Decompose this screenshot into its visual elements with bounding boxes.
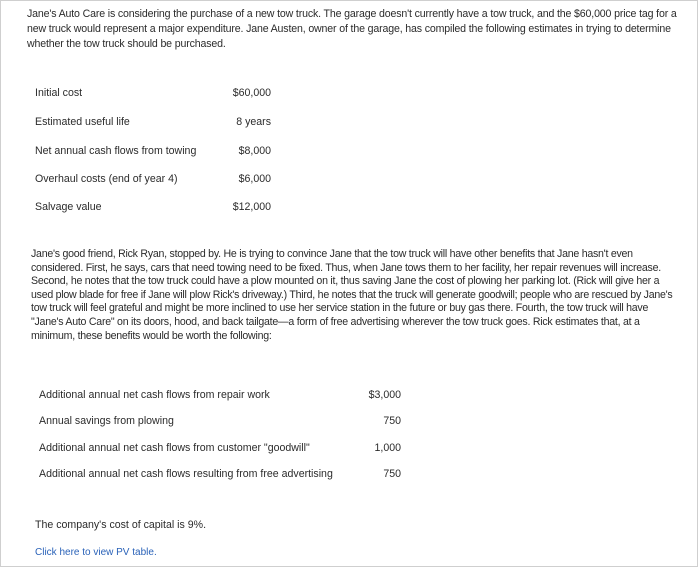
benefit-row: [39, 468, 405, 484]
estimate-row: [35, 201, 275, 217]
benefit-value: $3,000: [368, 389, 401, 401]
estimate-value: $60,000: [232, 87, 271, 99]
estimate-label: Estimated useful life: [35, 116, 130, 128]
benefit-value: 1,000: [374, 442, 401, 454]
estimate-value: $8,000: [238, 145, 271, 157]
estimate-row: [35, 116, 275, 132]
story-paragraph: Jane's good friend, Rick Ryan, stopped by. He is trying to convince Jane that the tow truck will have other benefits that Jane hasn't even considered. First, he says, cars that need towing need to be fixed. Thus, when Jane tows them to her facility, her repair revenues will increase. Second, he notes that the tow truck could have a plow mounted on it, thus saving Jane the cost of plowing her parking lot. (Rick will give her a used plow blade for free if Jane will plow Rick's driveway.) Third, he notes that the truck will generate goodwill; people who are rescued by Jane's tow truck will feel grateful and might be more inclined to use her service station in the future or buy gas there. Fourth, the tow truck will have "Jane's Auto Care" on its doors, hood, and back tailgate—a form of free advertising wherever the tow truck goes. Rick estimates that, at a minimum, these benefits would be worth the following:: [31, 248, 673, 342]
benefit-row: [39, 415, 405, 431]
benefit-label: Additional annual net cash flows from repair work: [39, 389, 270, 401]
estimate-row: [35, 87, 275, 103]
estimate-value: $12,000: [232, 201, 271, 213]
benefit-label: Additional annual net cash flows from customer "goodwill": [39, 442, 310, 454]
benefit-label: Additional annual net cash flows resulting from free advertising: [39, 468, 333, 480]
cost-of-capital-text: The company's cost of capital is 9%.: [35, 519, 207, 531]
estimate-label: Net annual cash flows from towing: [35, 145, 197, 157]
benefit-row: [39, 389, 405, 405]
intro-paragraph: Jane's Auto Care is considering the purchase of a new tow truck. The garage doesn't currently have a tow truck, and the $60,000 price tag for a new truck would represent a major expenditure. Jane Austen, owner of the garage, has compiled the following estimates in trying to determine whether the tow truck should be purchased.: [27, 8, 677, 50]
benefit-row: [39, 442, 405, 458]
estimate-value: $6,000: [238, 173, 271, 185]
estimate-value: 8 years: [236, 116, 271, 128]
pv-table-link[interactable]: Click here to view PV table.: [35, 547, 157, 558]
benefit-label: Annual savings from plowing: [39, 415, 174, 427]
estimate-label: Initial cost: [35, 87, 83, 99]
estimate-label: Salvage value: [35, 201, 102, 213]
benefit-value: 750: [383, 468, 401, 480]
estimate-row: [35, 145, 275, 161]
benefit-value: 750: [383, 415, 401, 427]
estimate-row: [35, 173, 275, 189]
estimate-label: Overhaul costs (end of year 4): [35, 173, 178, 185]
